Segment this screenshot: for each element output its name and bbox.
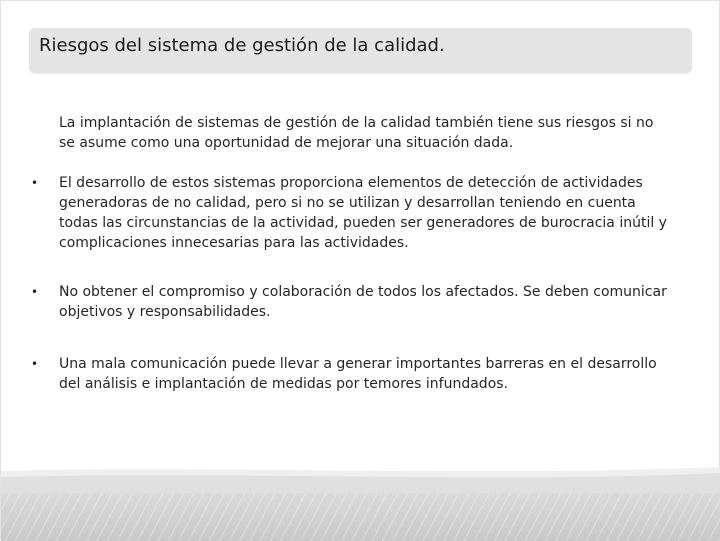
bullet-item [31, 282, 671, 322]
bullet-icon: • [31, 176, 39, 190]
slide-content [31, 113, 671, 394]
bullet-text: El desarrollo de estos sistemas proporciona elementos de detección de actividades generadoras de no calidad, pero si no se utilizan y desarrollan teniendo en cuenta todas las circunstancias de la actividad, pueden ser generadores de burocracia inútil y complicaciones innecesarias para las actividades. [59, 175, 667, 251]
bullet-icon: • [31, 285, 39, 299]
intro-paragraph: La implantación de sistemas de gestión de la calidad también tiene sus riesgos si no se asume como una oportunidad de mejorar una situación dada. [59, 115, 654, 151]
slide-title: Riesgos del sistema de gestión de la calidad. [39, 35, 445, 56]
bullet-text: Una mala comunicación puede llevar a generar importantes barreras en el desarrollo del análisis e implantación de medidas por temores infundados. [59, 356, 657, 392]
title-bar [29, 28, 692, 73]
bullet-item [31, 354, 671, 394]
bullet-text: No obtener el compromiso y colaboración de todos los afectados. Se deben comunicar objetivos y responsabilidades. [59, 284, 667, 320]
footer-wave [1, 463, 720, 493]
bullet-item [31, 173, 671, 253]
bullet-icon: • [31, 357, 39, 371]
